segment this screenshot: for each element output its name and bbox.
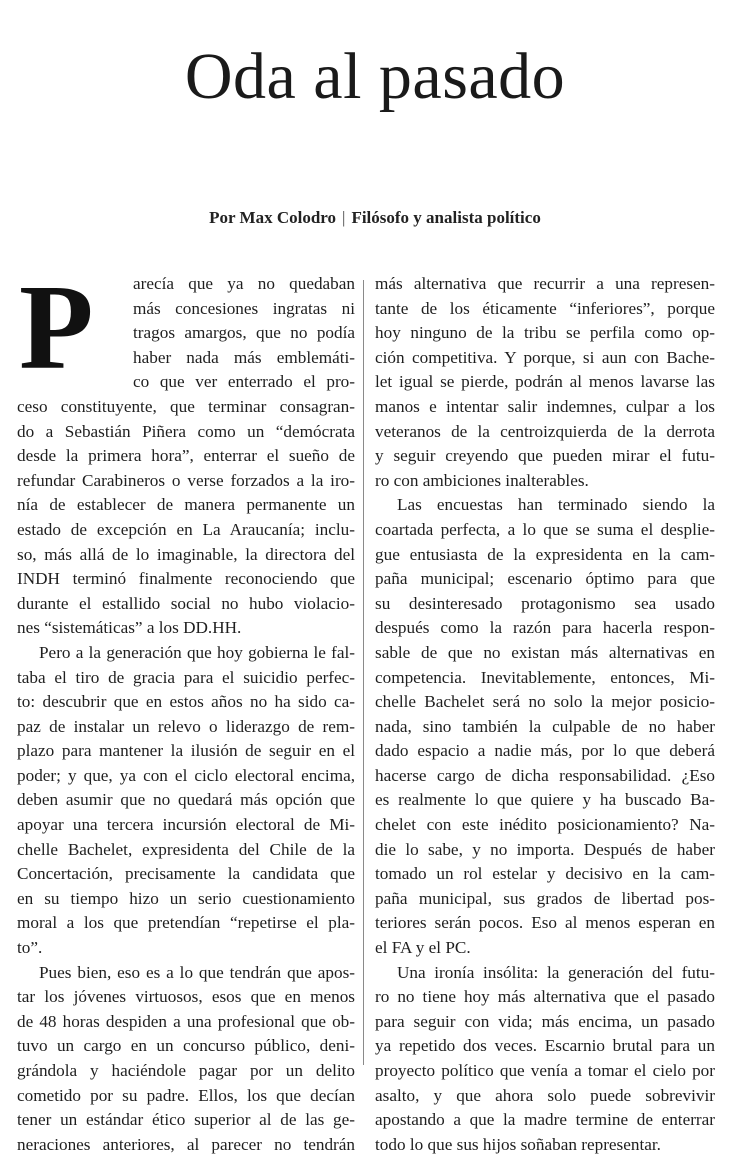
text-line: paña municipal, sus grados de libertad pos- [375, 888, 715, 908]
text-line: haber nada más emblemáti- [133, 347, 355, 367]
text-line: ción competitiva. Y porque, si aun con Bache- [375, 347, 715, 367]
text-line: plazo para mantener la ilusión de seguir en el [17, 741, 355, 761]
text-line: ya repetido dos veces. Escarnio brutal para un [375, 1036, 715, 1056]
text-line: neraciones anteriores, al parecer no tendrán [17, 1134, 355, 1154]
text-line: nía de establecer de manera permanente un [17, 495, 355, 515]
text-line: desde la primera hora”, enterrar el sueño de [17, 446, 355, 466]
text-line: manos e intentar salir indemnes, culpar a los [375, 396, 715, 416]
text-line: tomado un rol estelar y decisivo en la cam- [375, 864, 715, 884]
text-line: coartada perfecta, a lo que se suma el desplie- [375, 519, 715, 539]
text-line: paña municipal; escenario óptimo para que [375, 569, 715, 589]
text-line: chelle Bachelet, expresidenta del Chile de la [17, 839, 355, 859]
article-column-left [17, 260, 355, 1157]
text-line: tuvo un cargo en un concurso público, deni- [17, 1036, 355, 1056]
text-line: el FA y el PC. [375, 938, 471, 958]
text-line: refundar Carabineros o verse forzados a la iro- [17, 470, 355, 490]
text-line: die lo sabe, y no importa. Después de haber [375, 839, 715, 859]
text-line: más alternativa que recurrir a una represen- [375, 274, 715, 293]
text-line: tar los jóvenes virtuosos, esos que en menos [17, 987, 355, 1007]
text-line: apoyar una tercera incursión electoral de Mi- [17, 815, 355, 835]
text-line: hacerse cargo de dicha responsabilidad. ¿Eso [375, 765, 715, 785]
byline-separator: | [342, 208, 346, 227]
text-line: veteranos de la centroizquierda de la derrota [375, 421, 715, 441]
text-line: chelle Bachelet será no solo la mejor posicio- [375, 692, 715, 712]
text-line: taba el tiro de gracia para el suicidio perfec- [17, 667, 355, 687]
text-line: nada, sino también la culpable de no haber [375, 716, 715, 736]
text-line: dado espacio a nadie más, por lo que deberá [375, 741, 715, 761]
text-line: arecía que ya no quedaban [133, 274, 355, 293]
text-line: paz de instalar un relevo o liderazgo de rem- [17, 716, 355, 736]
text-line: Concertación, precisamente la candidata que [17, 864, 355, 884]
text-line: poder; y que, ya con el ciclo electoral encima, [17, 765, 355, 785]
text-line: co que ver enterrado el pro- [133, 372, 355, 392]
text-line: cometido por su padre. Ellos, los que decían [17, 1085, 355, 1105]
text-line: proyecto político que venía a tomar el cielo por [375, 1061, 715, 1080]
article-title: Oda al pasado [184, 40, 566, 113]
text-line: y seguir creyendo que pueden mirar el futu- [375, 446, 715, 466]
text-line: to: descubrir que en estos años no ha sido ca- [17, 692, 355, 712]
text-line: estado de excepción en La Araucanía; inclu- [17, 519, 355, 539]
column-divider [363, 280, 364, 1065]
text-line: nes “sistemáticas” a los DD.HH. [17, 618, 242, 638]
text-line: moral a los que pretendían “repetirse el pla- [17, 913, 355, 933]
text-line: tante de los éticamente “inferiores”, porque [375, 298, 715, 318]
text-line: hoy ninguno de la tribu se perfila como op- [375, 323, 715, 343]
text-line: todo lo que sus hijos soñaban representar. [375, 1134, 661, 1154]
text-line: so, más allá de lo imaginable, la directora del [17, 544, 355, 564]
text-line: teriores serán pocos. Eso al menos esperan en [375, 913, 715, 933]
text-line: sable de que no existan más alternativas en [375, 642, 715, 662]
text-line: apostando a que la madre termine de enterrar [375, 1110, 715, 1130]
author-role: Filósofo y analista político [351, 208, 541, 227]
text-line: durante el estallido social no hubo violacio- [17, 593, 355, 613]
author-name: Por Max Colodro [209, 208, 337, 227]
text-line: to”. [17, 938, 43, 958]
text-line: después como la razón para hacerla respon- [375, 618, 715, 638]
text-line: let igual se pierde, podrán al menos lavarse las [375, 372, 715, 392]
text-line: Las encuestas han terminado siendo la [397, 495, 715, 515]
text-line: Pues bien, eso es a lo que tendrán que apos- [39, 962, 355, 982]
text-line: chelet con este inédito posicionamiento? Na- [375, 815, 715, 835]
text-line: tragos amargos, que no podía [133, 323, 355, 343]
text-line: es realmente lo que quiere y ha buscado Ba- [375, 790, 715, 810]
text-line: deben asumir que no quedará más opción que [17, 790, 355, 810]
text-line: su desinteresado protagonismo sea usado [375, 593, 715, 613]
text-line: de 48 horas despiden a una profesional que ob- [17, 1011, 355, 1031]
text-line: INDH terminó finalmente reconociendo que [17, 569, 355, 589]
article-column-right [375, 272, 715, 1157]
text-line: ceso constituyente, que terminar consagran- [17, 396, 355, 416]
text-line: do a Sebastián Piñera como un “demócrata [17, 421, 355, 441]
byline [0, 208, 750, 228]
drop-cap: P [19, 260, 94, 395]
text-line: asalto, y que ahora solo puede sobrevivir [375, 1085, 715, 1105]
text-line: más concesiones ingratas ni [133, 298, 355, 318]
text-line: gue entusiasta de la expresidenta en la cam- [375, 544, 715, 564]
text-line: competencia. Inevitablemente, entonces, Mi- [375, 667, 715, 687]
text-line: para seguir con vida; más encima, un pasado [375, 1011, 715, 1031]
text-line: Una ironía insólita: la generación del futu- [397, 962, 715, 982]
text-line: ro no tiene hoy más alternativa que el pasado [375, 987, 715, 1007]
text-line: grándola y haciéndole pagar por un delito [17, 1061, 355, 1080]
text-line: Pero a la generación que hoy gobierna le fal- [39, 642, 355, 662]
text-line: ro con ambiciones inalterables. [375, 470, 589, 490]
text-line: tener un estándar ético superior al de las ge- [17, 1110, 355, 1130]
text-line: en su tiempo hizo un serio cuestionamiento [17, 888, 355, 908]
